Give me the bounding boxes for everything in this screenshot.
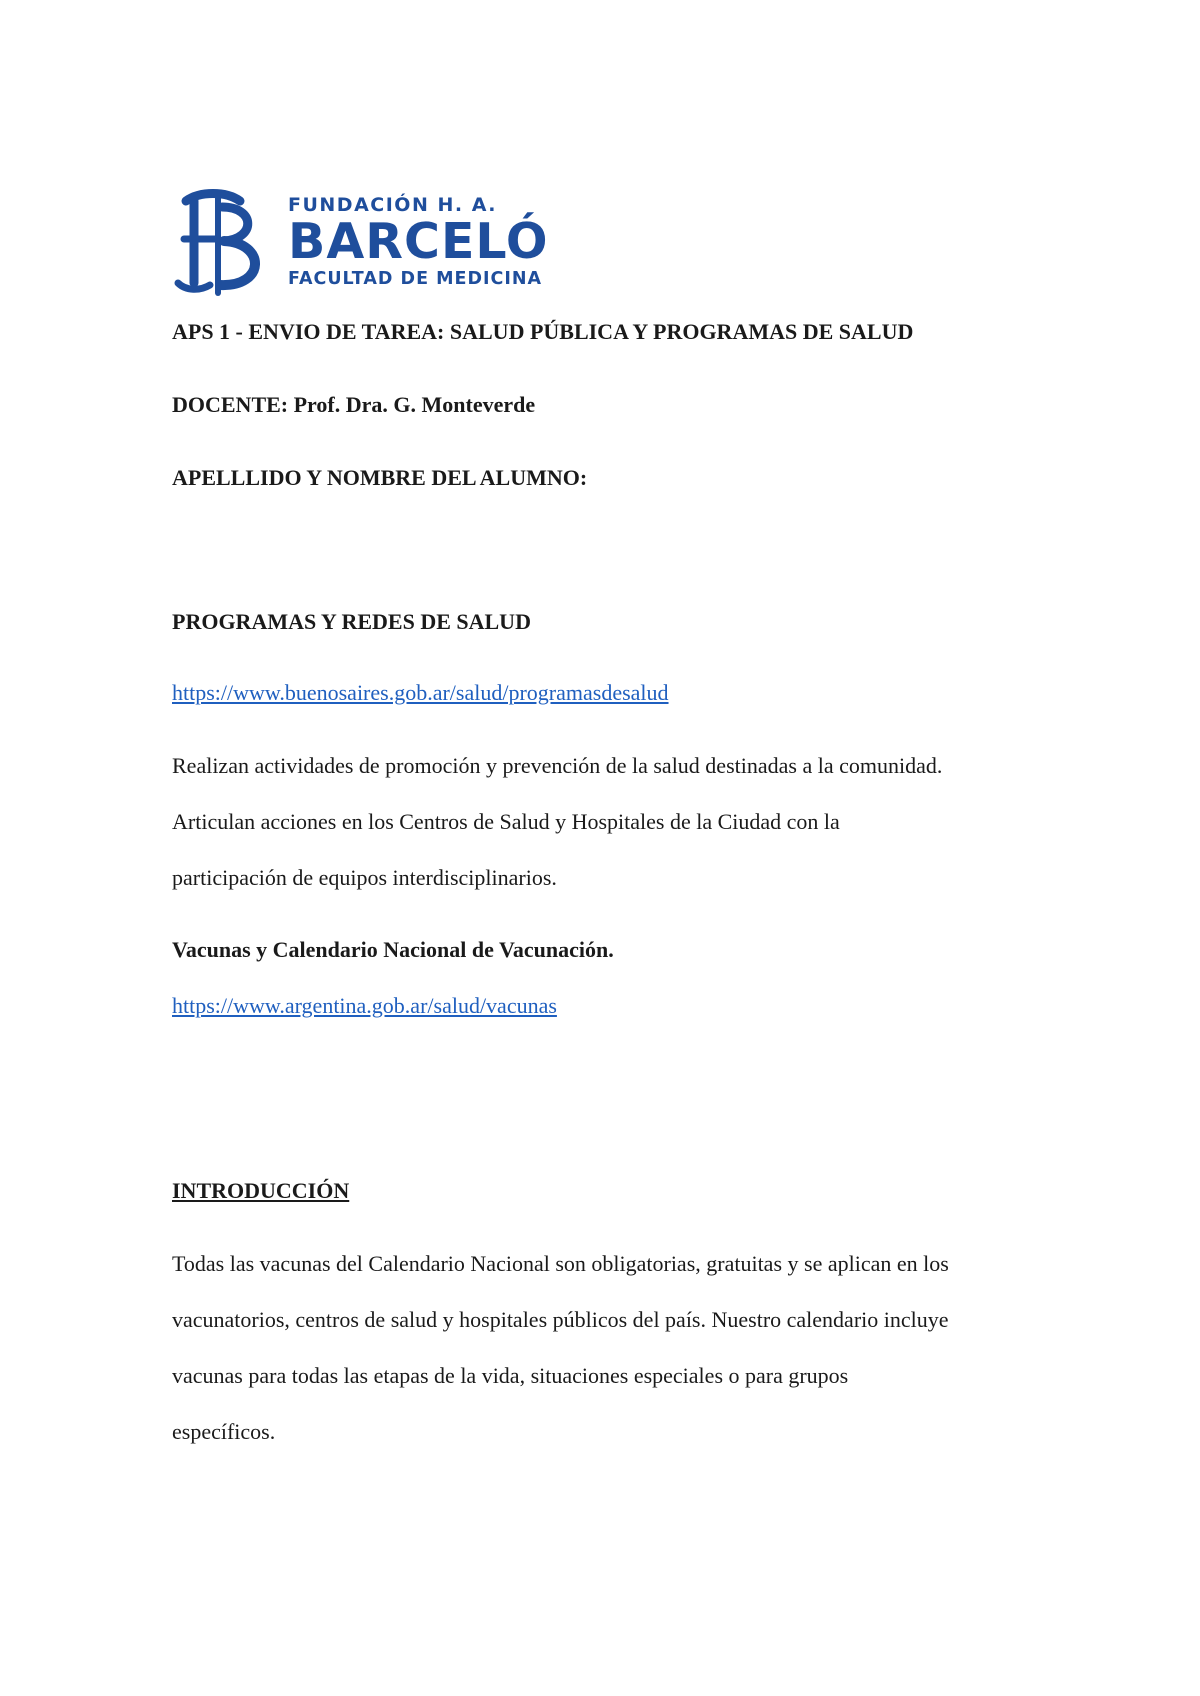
programs-paragraph-line-1: Realizan actividades de promoción y prevención de la salud destinadas a la comunidad.	[172, 753, 943, 778]
logo-faculty-name: FACULTAD DE MEDICINA	[288, 269, 543, 289]
vaccines-heading: Vacunas y Calendario Nacional de Vacunación.	[172, 937, 614, 962]
student-name-line: APELLLIDO Y NOMBRE DEL ALUMNO:	[172, 465, 588, 490]
intro-paragraph-line-3: vacunas para todas las etapas de la vida, situaciones especiales o para grupos	[172, 1363, 849, 1388]
programs-heading: PROGRAMAS Y REDES DE SALUD	[172, 609, 531, 634]
intro-paragraph-line-2: vacunatorios, centros de salud y hospitales públicos del país. Nuestro calendario incluye	[172, 1307, 949, 1332]
teacher-line: DOCENTE: Prof. Dra. G. Monteverde	[172, 392, 536, 417]
fb-monogram-icon	[170, 187, 268, 297]
institution-logo	[170, 186, 592, 298]
programs-paragraph-line-2: Articulan acciones en los Centros de Salud y Hospitales de la Ciudad con la	[172, 809, 840, 834]
assignment-title: APS 1 - ENVIO DE TAREA: SALUD PÚBLICA Y PROGRAMAS DE SALUD	[172, 319, 914, 344]
logo-wordmark	[288, 194, 549, 290]
introduction-heading: INTRODUCCIÓN	[172, 1178, 350, 1203]
programs-link[interactable]: https://www.buenosaires.gob.ar/salud/programasdesalud	[172, 680, 669, 705]
intro-paragraph-line-4: específicos.	[172, 1419, 276, 1444]
intro-paragraph-line-1: Todas las vacunas del Calendario Nacional son obligatorias, gratuitas y se aplican en los	[172, 1251, 949, 1276]
logo-brand-name: BARCELÓ	[288, 213, 549, 270]
vaccines-link[interactable]: https://www.argentina.gob.ar/salud/vacunas	[172, 993, 557, 1018]
logo-foundation-name: FUNDACIÓN H. A.	[288, 194, 497, 216]
programs-paragraph-line-3: participación de equipos interdisciplinarios.	[172, 865, 557, 890]
